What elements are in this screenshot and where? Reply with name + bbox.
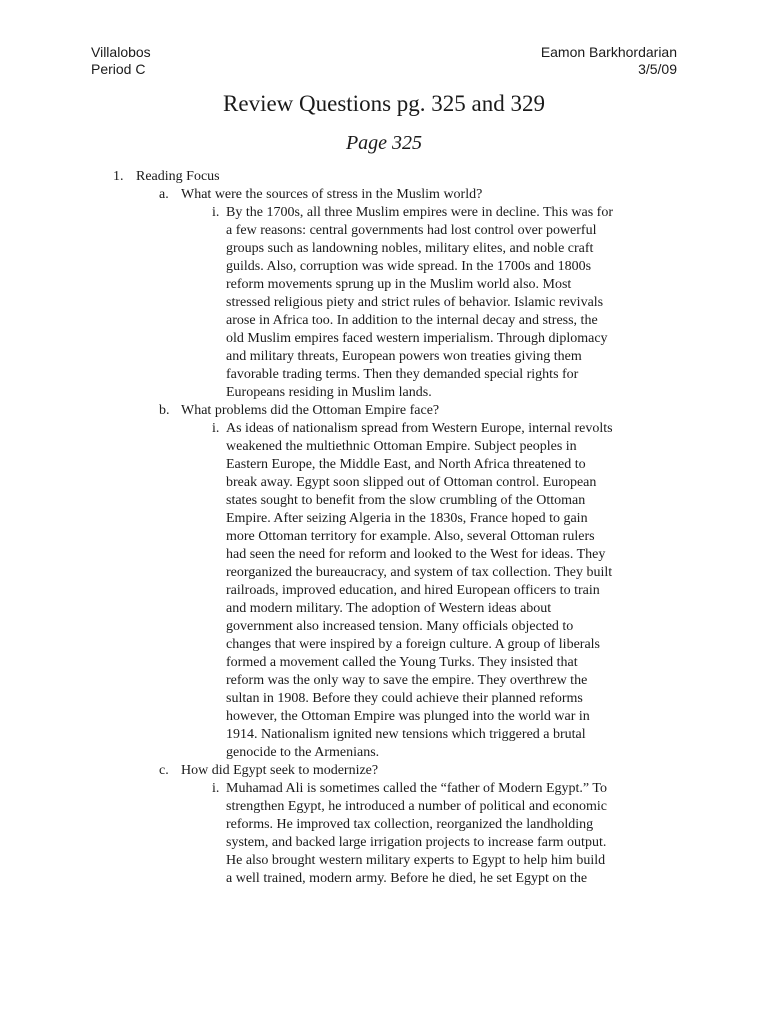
answer-block bbox=[0, 420, 768, 762]
answer-line: arose in Africa too. In addition to the internal decay and stress, the bbox=[226, 313, 598, 328]
header-left bbox=[91, 44, 151, 78]
answer-line: however, the Ottoman Empire was plunged into the world war in bbox=[226, 709, 590, 724]
answer-text bbox=[226, 780, 686, 888]
question-text: How did Egypt seek to modernize? bbox=[181, 763, 379, 778]
document-date: 3/5/09 bbox=[638, 61, 677, 77]
question-item bbox=[0, 402, 768, 420]
class-period: Period C bbox=[91, 61, 146, 77]
answer-line: states sought to benefit from the slow crumbling of the Ottoman bbox=[226, 493, 586, 508]
answer-line: reorganized the bureaucracy, and system of tax collection. They built bbox=[226, 565, 613, 580]
answer-numeral: i. bbox=[212, 421, 220, 436]
answer-text bbox=[226, 420, 686, 762]
answer-line: Eastern Europe, the Middle East, and North Africa threatened to bbox=[226, 457, 586, 472]
answer-line: formed a movement called the Young Turks. They insisted that bbox=[226, 655, 578, 670]
header-right bbox=[541, 44, 677, 78]
answer-line: and military threats, European powers won treaties giving them bbox=[226, 349, 582, 364]
answer-line: favorable trading terms. Then they demanded special rights for bbox=[226, 367, 579, 382]
answer-line: reform movements sprung up in the Muslim world also. Most bbox=[226, 277, 572, 292]
question-letter: b. bbox=[159, 403, 170, 418]
answer-line: break away. Egypt soon slipped out of Ottoman control. European bbox=[226, 475, 597, 490]
answer-line: weakened the multiethnic Ottoman Empire. Subject peoples in bbox=[226, 439, 577, 454]
answer-line: Empire. After seizing Algeria in the 1830s, France hoped to gain bbox=[226, 511, 588, 526]
question-list bbox=[0, 186, 768, 888]
answer-line: sultan in 1908. Before they could achieve their planned reforms bbox=[226, 691, 583, 706]
answer-line: 1914. Nationalism ignited new tensions which triggered a brutal bbox=[226, 727, 586, 742]
answer-line: old Muslim empires faced western imperialism. Through diplomacy bbox=[226, 331, 608, 346]
answer-text bbox=[226, 204, 686, 402]
answer-line: and modern military. The adoption of Western ideas about bbox=[226, 601, 552, 616]
answer-line: strengthen Egypt, he introduced a number of political and economic bbox=[226, 799, 607, 814]
question-letter: c. bbox=[159, 763, 169, 778]
answer-line: railroads, improved education, and hired European officers to train bbox=[226, 583, 600, 598]
answer-line: He also brought western military experts to Egypt to help him build bbox=[226, 853, 606, 868]
list-label: Reading Focus bbox=[136, 169, 220, 184]
author-name: Eamon Barkhordarian bbox=[540, 44, 677, 60]
answer-line: reform was the only way to save the empire. They overthrew the bbox=[226, 673, 588, 688]
question-letter: a. bbox=[159, 187, 169, 202]
question-item bbox=[0, 186, 768, 204]
document-body bbox=[0, 168, 768, 888]
answer-block bbox=[0, 780, 768, 888]
answer-line: Muhamad Ali is sometimes called the “father of Modern Egypt.” To bbox=[226, 781, 607, 796]
answer-line: government also increased tension. Many officials objected to bbox=[226, 619, 574, 634]
answer-line: a well trained, modern army. Before he died, he set Egypt on the bbox=[226, 871, 588, 886]
answer-block bbox=[0, 204, 768, 402]
answer-line: By the 1700s, all three Muslim empires were in decline. This was for bbox=[226, 205, 613, 220]
list-number: 1. bbox=[113, 169, 124, 184]
list-item-reading-focus bbox=[0, 168, 768, 186]
answer-line: system, and backed large irrigation projects to increase farm output. bbox=[226, 835, 607, 850]
question-item bbox=[0, 762, 768, 780]
answer-line: guilds. Also, corruption was wide spread. In the 1700s and 1800s bbox=[226, 259, 592, 274]
answer-line: Europeans residing in Muslim lands. bbox=[226, 385, 432, 400]
page-title: Review Questions pg. 325 and 329 bbox=[223, 91, 545, 116]
answer-line: groups such as landowning nobles, military elites, and noble craft bbox=[226, 241, 594, 256]
answer-line: stressed religious piety and strict rules of behavior. Islamic revivals bbox=[226, 295, 604, 310]
answer-line: a few reasons: central governments had lost control over powerful bbox=[226, 223, 597, 238]
student-name: Villalobos bbox=[91, 44, 151, 60]
answer-line: changes that were inspired by a foreign culture. A group of liberals bbox=[226, 637, 600, 652]
answer-line: reforms. He improved tax collection, reorganized the landholding bbox=[226, 817, 594, 832]
answer-numeral: i. bbox=[212, 205, 220, 220]
answer-line: more Ottoman territory for example. Also, several Ottoman rulers bbox=[226, 529, 595, 544]
question-text: What problems did the Ottoman Empire face? bbox=[181, 403, 440, 418]
page-subtitle: Page 325 bbox=[345, 132, 423, 154]
answer-numeral: i. bbox=[212, 781, 220, 796]
question-text: What were the sources of stress in the Muslim world? bbox=[181, 187, 483, 202]
answer-line: genocide to the Armenians. bbox=[226, 745, 380, 760]
answer-line: had seen the need for reform and looked to the West for ideas. They bbox=[226, 547, 606, 562]
answer-line: As ideas of nationalism spread from Western Europe, internal revolts bbox=[226, 421, 613, 436]
